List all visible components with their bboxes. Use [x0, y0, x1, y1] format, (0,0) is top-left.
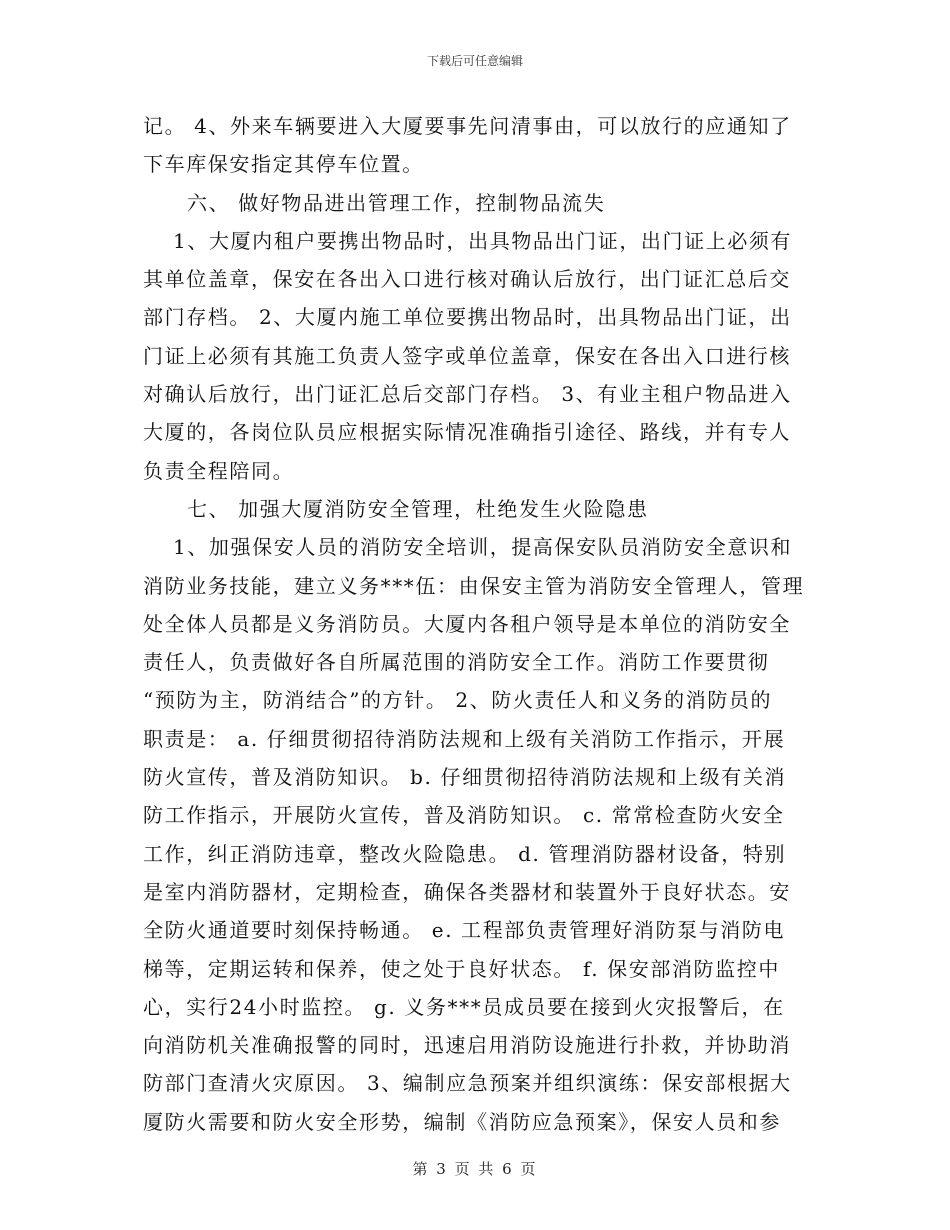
text-line: 职责是： a. 仔细贯彻招待消防法规和上级有关消防工作指示，开展	[143, 726, 786, 751]
text-line: 对确认后放行，出门证汇总后交部门存档。 3、有业主租户物品进入	[143, 382, 792, 407]
text-line: 大厦的，各岗位队员应根据实际情况准确指引途径、路线，并有专人	[143, 420, 791, 445]
text-line: 防火宣传，普及消防知识。 b. 仔细贯彻招待消防法规和上级有关消	[143, 765, 787, 790]
section-heading: 六、 做好物品进出管理工作，控制物品流失	[187, 190, 606, 215]
text-line: 是室内消防器材，定期检查，确保各类器材和装置外于良好状态。安	[143, 879, 791, 904]
text-line: 1、加强保安人员的消防安全培训，提高保安队员消防安全意识和	[173, 535, 793, 560]
text-line: 心，实行24小时监控。 g. 义务***员成员要在接到火灾报警后，在	[143, 994, 785, 1019]
text-line: 梯等，定期运转和保养，使之处于良好状态。 f. 保安部消防监控中	[143, 956, 780, 981]
text-line: 厦防火需要和防火安全形势，编制《消防应急预案》，保安人员和参	[143, 1109, 781, 1134]
text-line: 负责全程陪同。	[143, 458, 295, 483]
text-line: 向消防机关准确报警的同时，迅速启用消防设施进行扑救，并协助消	[143, 1033, 791, 1058]
text-line: 1、大厦内租户要携出物品时，出具物品出门证，出门证上必须有	[173, 228, 793, 253]
section-heading: 七、 加强大厦消防安全管理，杜绝发生火险隐患	[187, 496, 649, 521]
page-footer: 第 3 页 共 6 页	[412, 1160, 538, 1178]
text-line: 下车库保安指定其停车位置。	[143, 152, 424, 177]
text-line: 责任人，负责做好各自所属范围的消防安全工作。消防工作要贯彻	[143, 650, 770, 675]
text-line: 部门存档。 2、大厦内施工单位要携出物品时，出具物品出门证，出	[143, 305, 792, 330]
text-line: 消防业务技能，建立义务***伍：由保安主管为消防安全管理人，管理	[143, 573, 805, 598]
text-line: 其单位盖章，保安在各出入口进行核对确认后放行，出门证汇总后交	[143, 267, 791, 292]
text-line: 防工作指示，开展防火宣传，普及消防知识。 c. 常常检查防火安全	[143, 803, 785, 828]
text-line: 全防火通道要时刻保持畅通。 e. 工程部负责管理好消防泵与消防电	[143, 918, 786, 943]
text-line: 记。 4、外来车辆要进入大厦要事先问清事由，可以放行的应通知了	[143, 114, 792, 138]
text-line: 工作，纠正消防违章，整改火险隐患。 d. 管理消防器材设备，特别	[143, 841, 787, 866]
text-line: 门证上必须有其施工负责人签字或单位盖章，保安在各出入口进行核	[143, 343, 791, 368]
document-body	[143, 107, 815, 1141]
text-line: 处全体人员都是义务消防员。大厦内各租户领导是本单位的消防安全	[143, 611, 791, 636]
text-line: “预防为主，防消结合”的方针。 2、防火责任人和义务的消防员的	[143, 688, 773, 713]
text-line: 防部门查清火灾原因。 3、编制应急预案并组织演练：保安部根据大	[143, 1071, 792, 1096]
page-header: 下载后可任意编辑	[426, 54, 523, 68]
